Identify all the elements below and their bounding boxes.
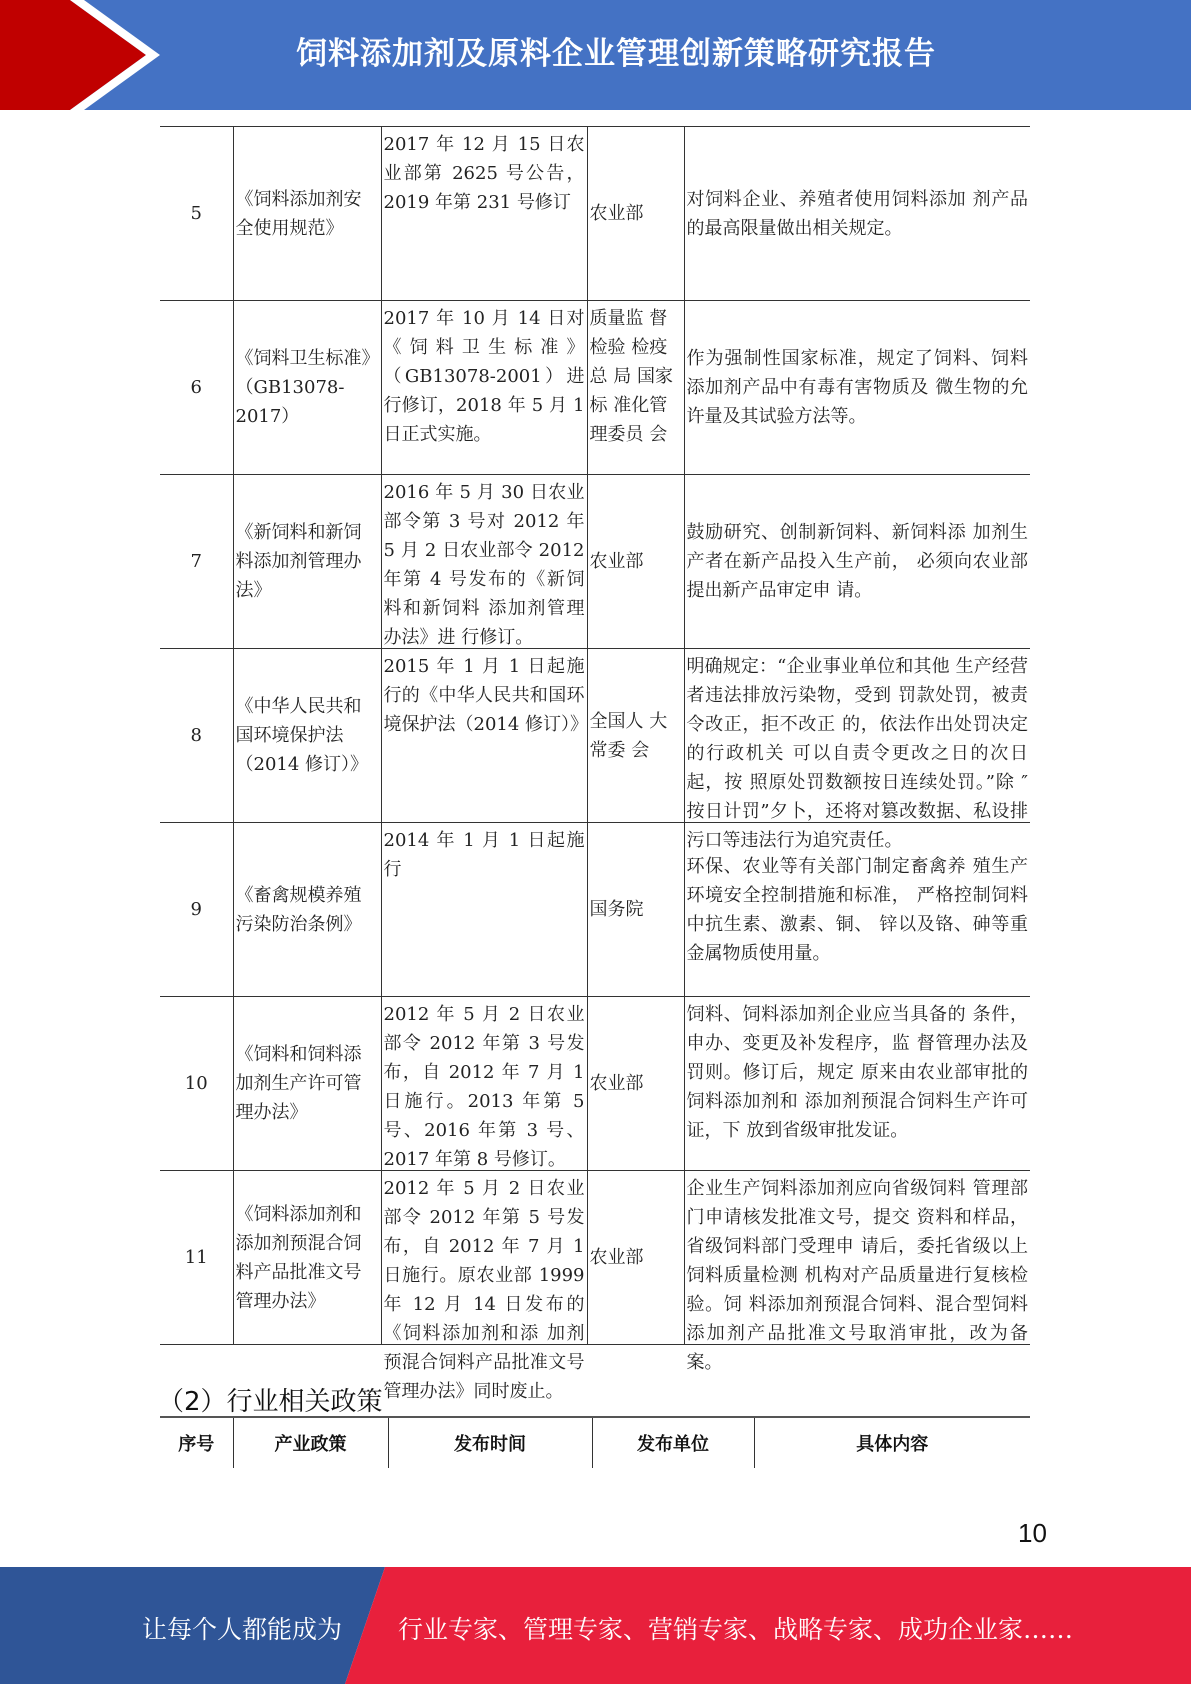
regulation-content: 作为强制性国家标准，规定了饲料、饲料添加剂产品中有毒有害物质及 微生物的允许量及其试验方法等。: [684, 301, 1030, 475]
regulation-name: 《饲料添加剂和添加剂预混合饲料产品批准文号管理办法》: [233, 1171, 381, 1345]
regulation-name: 《饲料和饲料添加剂生产许可管理办法》: [233, 997, 381, 1171]
regulation-content: 饲料、饲料添加剂企业应当具备的 条件，申办、变更及补发程序，监 督管理办法及罚则。修订后，规定 原来由农业部审批的饲料添加剂和 添加剂预混合饲料生产许可证，下 放到省级审批发证。: [684, 997, 1030, 1171]
row-number: 8: [160, 649, 233, 823]
regulation-name: 《畜禽规模养殖污染防治条例》: [233, 823, 381, 997]
header-cell-authority: 发布单位: [592, 1417, 754, 1468]
regulation-content: 企业生产饲料添加剂应向省级饲料 管理部门申请核发批准文号，提交 资料和样品，省级饲料部门受理申 请后，委托省级以上饲料质量检测 机构对产品质量进行复核检验。饲 料添加剂预混合饲料、混合型饲料 添加剂产品批准文号取消审批，改为备案。: [684, 1171, 1030, 1345]
issuing-authority: 国务院: [587, 823, 684, 997]
row-number: 7: [160, 475, 233, 649]
page-number: 10: [1018, 1518, 1047, 1548]
row-number: 5: [160, 127, 233, 301]
page-header: [0, 0, 1191, 110]
regulation-content: 对饲料企业、养殖者使用饲料添加 剂产品的最高限量做出相关规定。: [684, 127, 1030, 301]
issue-date: 2012 年 5 月 2 日农业部令 2012 年第 3 号发布，自 2012 年 7 月 1 日施行。2013 年第 5 号、2016 年第 3 号、2017 年第 8 号修订。: [381, 997, 587, 1171]
issuing-authority: 农业部: [587, 1171, 684, 1345]
issuing-authority: 农业部: [587, 127, 684, 301]
header-cell-policy: 产业政策: [233, 1417, 388, 1468]
table-row: [160, 301, 1030, 475]
header-cell-number: 序号: [160, 1417, 233, 1468]
table-row: [160, 997, 1030, 1171]
section-heading: （2）行业相关政策: [158, 1387, 383, 1417]
regulation-content: 鼓励研究、创制新饲料、新饲料添 加剂生产者在新产品投入生产前， 必须向农业部提出新产品审定申 请。: [684, 475, 1030, 649]
table-row: [160, 649, 1030, 823]
regulation-name: 《饲料添加剂安全使用规范》: [233, 127, 381, 301]
issuing-authority: 农业部: [587, 997, 684, 1171]
issue-date: 2017 年 10 月 14 日对《饲料卫生标准》（GB13078-2001）进行修订，2018 年 5 月 1 日正式实施。: [381, 301, 587, 475]
policy-table-header: [160, 1416, 1030, 1468]
table-row: [160, 475, 1030, 649]
row-number: 10: [160, 997, 233, 1171]
footer-slogan-left: 让每个人都能成为: [142, 1615, 343, 1644]
header-cell-content: 具体内容: [754, 1417, 1030, 1468]
issue-date: 2012 年 5 月 2 日农业部令 2012 年第 5 号发布，自 2012 年 7 月 1 日施行。原农业部 1999 年 12 月 14 日发布的《饲料添加剂和添 加剂预混合饲料产品批准文号管理办法》同时废止。: [381, 1171, 587, 1345]
regulation-name: 《饲料卫生标准》（GB13078-2017）: [233, 301, 381, 475]
report-title: 饲料添加剂及原料企业管理创新策略研究报告: [296, 36, 936, 72]
table-row: [160, 127, 1030, 301]
regulation-content: 环保、农业等有关部门制定畜禽养 殖生产环境安全控制措施和标准， 严格控制饲料中抗生素、激素、铜、 锌以及铬、砷等重金属物质使用量。: [684, 823, 1030, 997]
header-cell-date: 发布时间: [388, 1417, 592, 1468]
page-footer: [0, 1567, 1191, 1684]
issuing-authority: 农业部: [587, 475, 684, 649]
row-number: 11: [160, 1171, 233, 1345]
footer-slogan-right: 行业专家、管理专家、营销专家、战略专家、成功企业家……: [398, 1615, 1074, 1644]
regulations-table: [160, 126, 1030, 1402]
issue-date: 2016 年 5 月 30 日农业部令第 3 号对 2012 年 5 月 2 日农业部令 2012 年第 4 号发布的《新饲料和新饲料 添加剂管理办法》进 行修订。: [381, 475, 587, 649]
issuing-authority: 全国人 大常委 会: [587, 649, 684, 823]
issue-date: 2014 年 1 月 1 日起施行: [381, 823, 587, 997]
issuing-authority: 质量监 督检验 检疫总 局 国家标 准化管 理委员 会: [587, 301, 684, 475]
regulation-content: 明确规定：“企业事业单位和其他 生产经营者违法排放污染物，受到 罚款处罚，被责令改正，拒不改正 的，依法作出处罚决定的行政机关 可以自责令更改之日的次日起，按 照原处罚数额按日连续处罚。”除 ″按日计罚”夕卜，还将对篡改数据、私设排污口等违法行为追究责任。: [684, 649, 1030, 823]
table-row: [160, 1171, 1030, 1345]
issue-date: 2017 年 12 月 15 日农业部第 2625 号公告，2019 年第 231 号修订: [381, 127, 587, 301]
row-number: 9: [160, 823, 233, 997]
row-number: 6: [160, 301, 233, 475]
issue-date: 2015 年 1 月 1 日起施行的《中华人民共和国环境保护法（2014 修订）》: [381, 649, 587, 823]
regulation-name: 《中华人民共和国环境保护法（2014 修订）》: [233, 649, 381, 823]
header-arrow-decoration: [0, 0, 160, 110]
regulation-name: 《新饲料和新饲料添加剂管理办法》: [233, 475, 381, 649]
